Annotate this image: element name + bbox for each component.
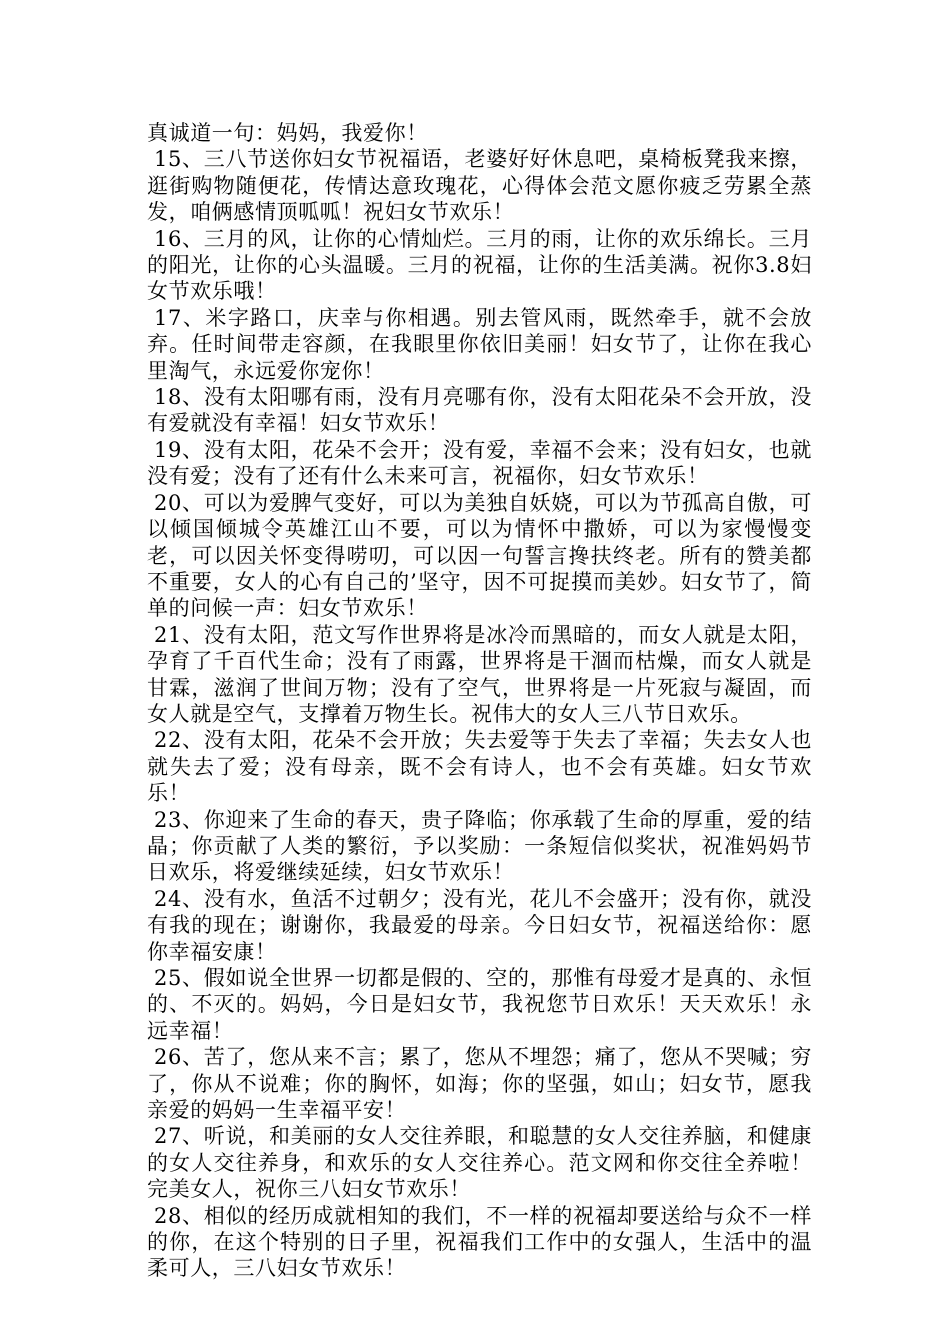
paragraph-continuation: 真诚道一句：妈妈，我爱你！ <box>147 121 428 145</box>
paragraph-item-21: 21、没有太阳，范文写作世界将是冰冷而黑暗的，而女人就是太阳，孕育了千百代生命；没有了雨露，世界将是干涸而枯燥，而女人就是甘霖，滋润了世间万物；没有了空气，世界将是一片死寂与凝固，而女人就是空气，支撑着万物生长。祝伟大的女人三八节日欢乐。 <box>147 622 812 726</box>
paragraph-item-27: 27、听说，和美丽的女人交往养眼，和聪慧的女人交往养脑，和健康的女人交往养身，和欢乐的女人交往养心。范文网和你交往全养啦！完美女人，祝你三八妇女节欢乐！ <box>147 1124 812 1202</box>
document-page <box>147 120 812 1282</box>
paragraph-item-17: 17、米字路口，庆幸与你相遇。别去管风雨，既然牵手，就不会放弃。任时间带走容颜，在我眼里你依旧美丽！妇女节了，让你在我心里淘气，永远爱你宠你！ <box>147 305 812 383</box>
paragraph-item-19: 19、没有太阳，花朵不会开；没有爱，幸福不会来；没有妇女，也就没有爱；没有了还有什么未来可言，祝福你，妇女节欢乐！ <box>147 437 812 489</box>
paragraph-item-25: 25、假如说全世界一切都是假的、空的，那惟有母爱才是真的、永恒的、不灭的。妈妈，今日是妇女节，我祝您节日欢乐！天天欢乐！永远幸福！ <box>147 966 812 1043</box>
paragraph-item-20: 20、可以为爱脾气变好，可以为美独自妖娆，可以为节孤高自傲，可以倾国倾城令英雄江山不要，可以为情怀中撒娇，可以为家慢慢变老，可以因关怀变得唠叨，可以因一句誓言搀扶终老。所有的赞美都不重要，女人的心有自己的’坚守，因不可捉摸而美妙。妇女节了，简单的问候一声：妇女节欢乐！ <box>147 490 812 621</box>
paragraph-item-18: 18、没有太阳哪有雨，没有月亮哪有你，没有太阳花朵不会开放，没有爱就没有幸福！妇女节欢乐！ <box>147 385 812 436</box>
paragraph-item-16: 16、三月的风，让你的心情灿烂。三月的雨，让你的欢乐绵长。三月的阳光，让你的心头温暖。三月的祝福，让你的生活美满。祝你3.8妇女节欢乐哦！ <box>147 226 812 304</box>
paragraph-item-24: 24、没有水，鱼活不过朝夕；没有光，花儿不会盛开；没有你，就没有我的现在；谢谢你，我最爱的母亲。今日妇女节，祝福送给你：愿你幸福安康！ <box>147 886 812 964</box>
paragraph-item-15: 15、三八节送你妇女节祝福语，老婆好好休息吧，桌椅板凳我来擦，逛街购物随便花，传情达意玫瑰花，心得体会范文愿你疲乏劳累全蒸发，咱俩感情顶呱呱！祝妇女节欢乐！ <box>147 147 812 225</box>
paragraph-item-22: 22、没有太阳，花朵不会开放；失去爱等于失去了幸福；失去女人也就失去了爱；没有母亲，既不会有诗人，也不会有英雄。妇女节欢乐！ <box>147 728 812 806</box>
paragraph-item-28: 28、相似的经历成就相知的我们，不一样的祝福却要送给与众不一样的你，在这个特别的日子里，祝福我们工作中的女强人，生活中的温柔可人，三八妇女节欢乐！ <box>147 1203 812 1281</box>
paragraph-item-26: 26、苦了，您从来不言；累了，您从不埋怨；痛了，您从不哭喊；穷了，你从不说难；你的胸怀，如海；你的坚强，如山；妇女节，愿我亲爱的妈妈一生幸福平安！ <box>147 1045 812 1123</box>
paragraph-item-23: 23、你迎来了生命的春天，贵子降临；你承载了生命的厚重，爱的结晶；你贡献了人类的繁衍，予以奖励：一条短信似奖状，祝准妈妈节日欢乐，将爱继续延续，妇女节欢乐！ <box>147 807 812 885</box>
